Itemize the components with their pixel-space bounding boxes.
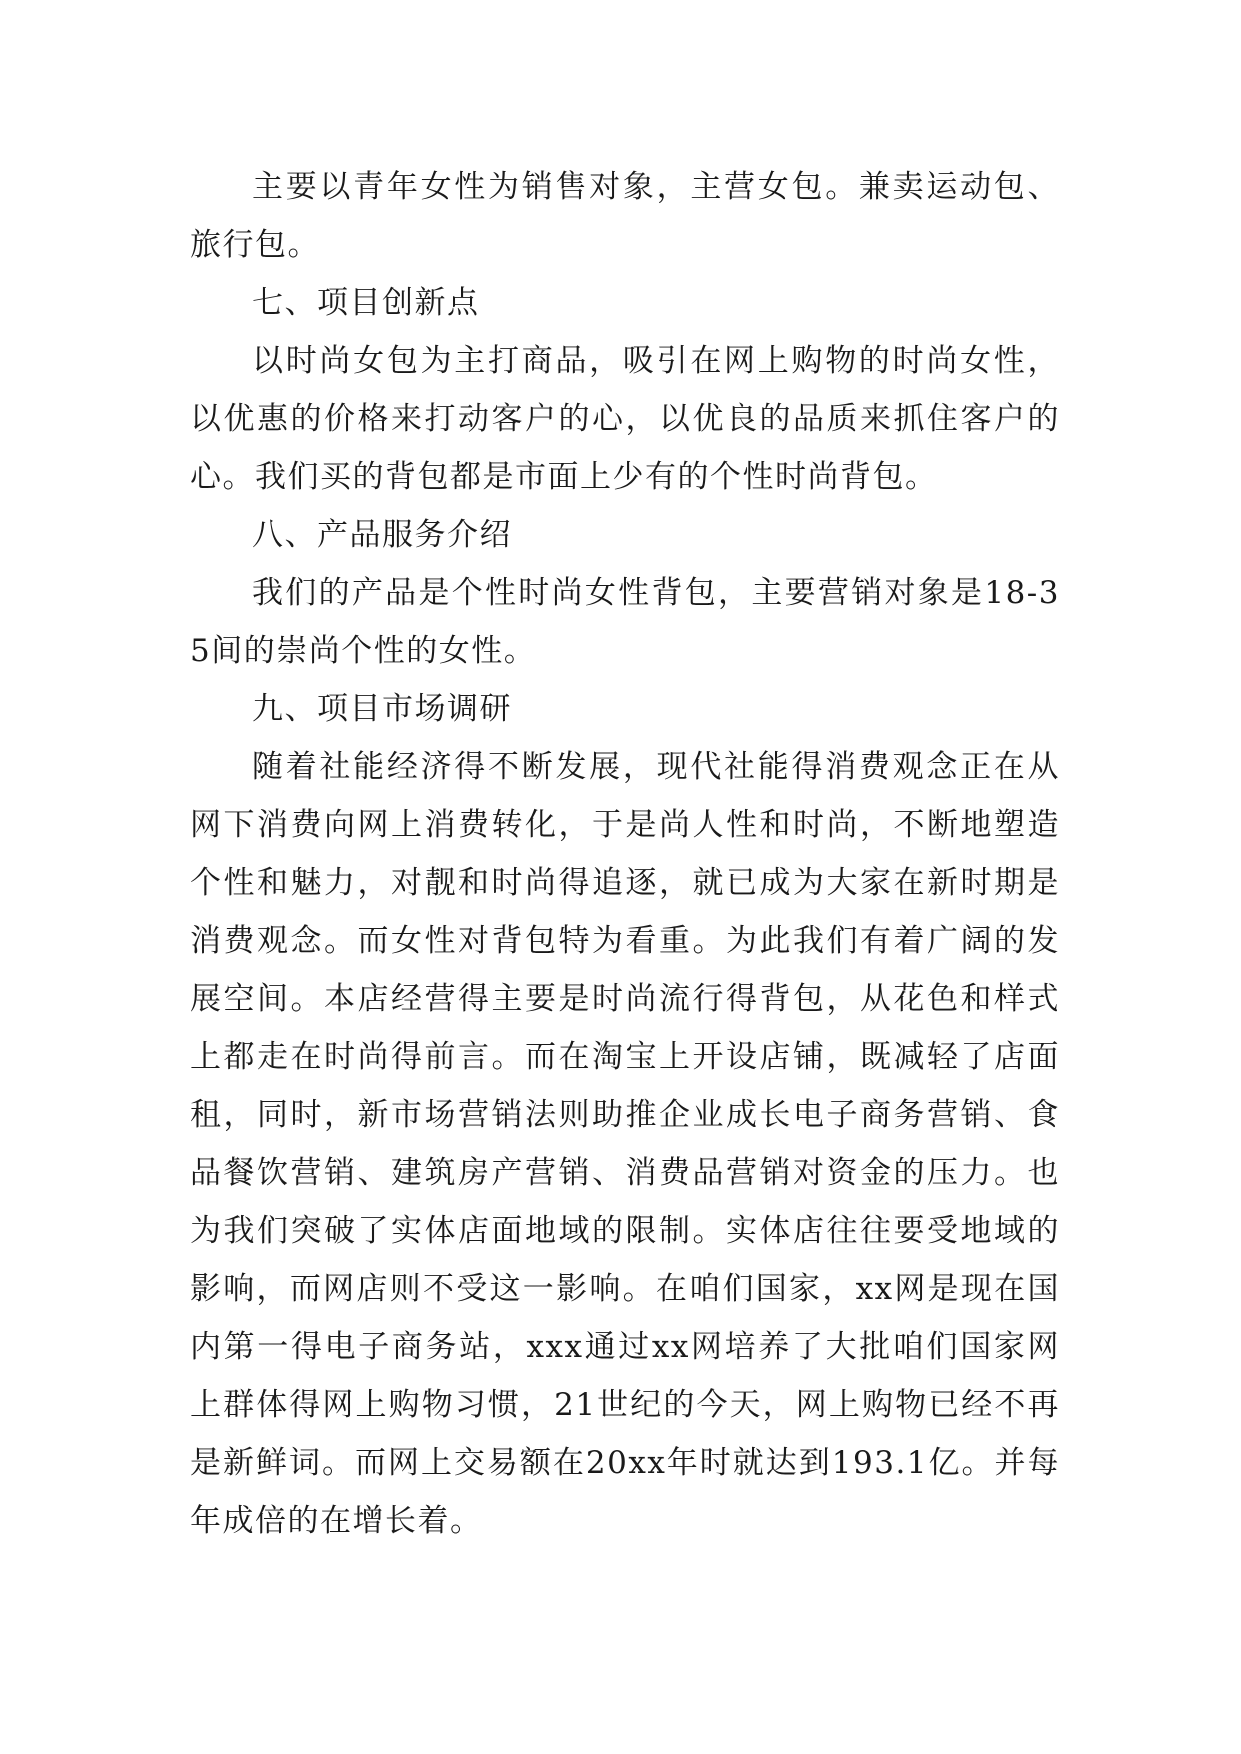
heading-market-research: 九、项目市场调研 [252,691,512,727]
paragraph-market-research: 随着社能经济得不断发展，现代社能得消费观念正在从网下消费向网上消费转化，于是尚人性和时尚，不断地塑造个性和魅力，对靓和时尚得追逐，就已成为大家在新时期是消费观念。而女性对背包特为看重。为此我们有着广阔的发展空间。本店经营得主要是时尚流行得背包，从花色和样式上都走在时尚得前言。而在淘宝上开设店铺，既减轻了店面租，同时，新市场营销法则助推企业成长电子商务营销、食品餐饮营销、建筑房产营销、消费品营销对资金的压力。也为我们突破了实体店面地域的限制。实体店往往要受地域的影响，而网店则不受这一影响。在咱们国家，xx网是现在国内第一得电子商务站，xxx通过xx网培养了大批咱们国家网上群体得网上购物习惯，21世纪的今天，网上购物已经不再是新鲜词。而网上交易额在20xx年时就达到193.1亿。并每年成倍的在增长着。 [190,749,1060,1539]
paragraph-target-customers: 主要以青年女性为销售对象，主营女包。兼卖运动包、旅行包。 [190,169,1060,263]
paragraph-innovation: 以时尚女包为主打商品，吸引在网上购物的时尚女性，以优惠的价格来打动客户的心，以优良的品质来抓住客户的心。我们买的背包都是市面上少有的个性时尚背包。 [190,343,1060,495]
paragraph-product-service: 我们的产品是个性时尚女性背包，主要营销对象是18-35间的崇尚个性的女性。 [190,575,1060,669]
heading-innovation: 七、项目创新点 [252,285,480,321]
heading-product-service: 八、产品服务介绍 [252,517,512,553]
document-body [190,158,1060,1550]
